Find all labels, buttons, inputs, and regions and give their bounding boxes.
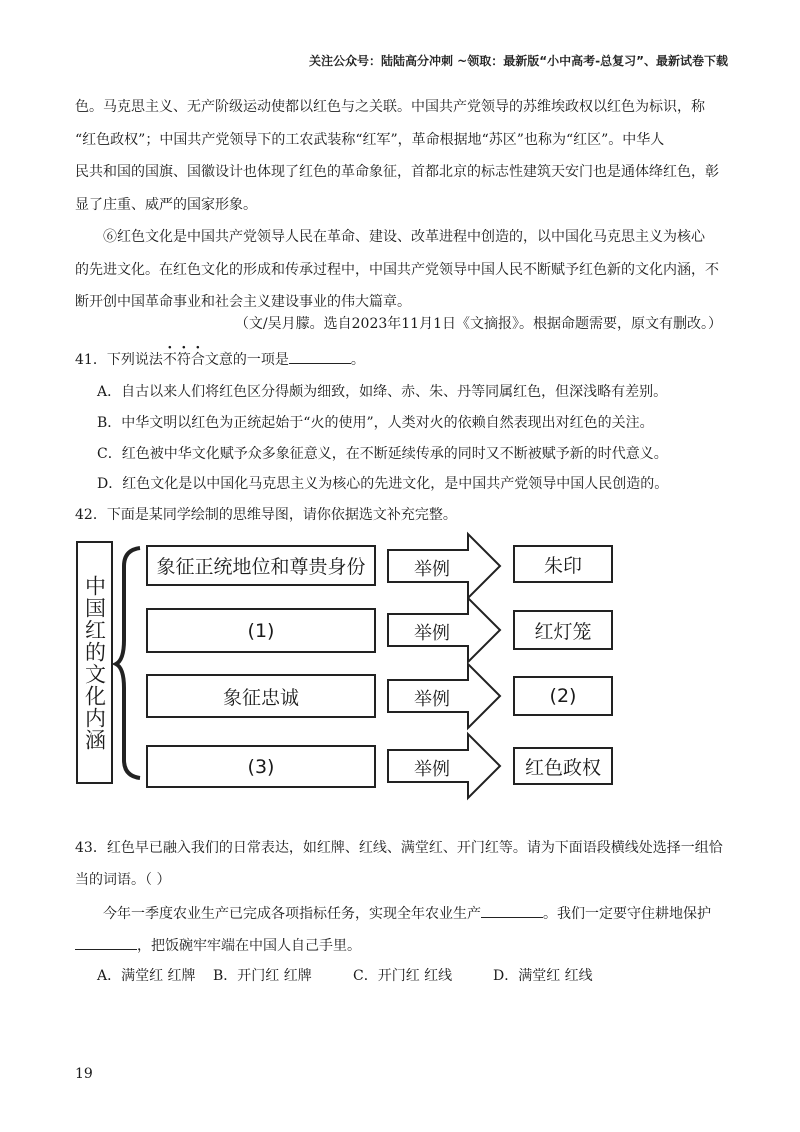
q43-option-c: C．开门红 红线 <box>353 968 453 984</box>
q43-stem-line-2: 当的词语。（ ） <box>75 872 171 888</box>
q41-number: 41． <box>75 352 107 368</box>
q42-stem: 42．下面是某同学绘制的思维导图，请你依据选文补充完整。 <box>75 507 457 523</box>
q41-stem-after: 文意的一项是 <box>204 352 289 368</box>
emphasis-char: 合 <box>190 352 205 368</box>
page-header: 关注公众号：陆陆高分冲刺 ~领取：最新版“小中高考-总复习”、最新试卷下载 <box>309 54 728 68</box>
q41-option-c: C．红色被中华文化赋予众多象征意义，在不断延续传承的同时又不断被赋予新的时代意义。 <box>97 446 668 462</box>
arrow-label: 举例 <box>414 759 450 780</box>
meaning-box-2[interactable]: (1) <box>146 608 376 653</box>
q41-stem-end: 。 <box>350 352 365 368</box>
passage-line: 色。马克思主义、无产阶级运动使都以红色与之关联。中国共产党领导的苏维埃政权以红色为标识，称 <box>75 99 705 115</box>
passage-line: 民共和国的国旗、国徽设计也体现了红色的革命象征，首都北京的标志性建筑天安门也是通体绛红色，彰 <box>75 164 719 180</box>
q43-stem-line-1: 43．红色早已融入我们的日常表达，如红牌、红线、满堂红、开门红等。请为下面语段横线处选择一组恰 <box>75 840 723 856</box>
passage-line: 的先进文化。在红色文化的形成和传承过程中，中国共产党领导中国人民不断赋予红色新的文化内涵，不 <box>75 261 719 278</box>
answer-blank[interactable] <box>75 935 137 950</box>
q43-option-d: D．满堂红 红线 <box>493 968 593 984</box>
passage-line: 断开创中国革命事业和社会主义建设事业的伟大篇章。 <box>75 294 411 310</box>
q43-option-b: B．开门红 红牌 <box>213 968 312 984</box>
emphasis-char: 不 <box>162 352 177 368</box>
meaning-box-4[interactable]: (3) <box>146 745 376 788</box>
emphasis-char: 符 <box>176 352 191 368</box>
q43-text-c: ，把饭碗牢牢端在中国人自己手里。 <box>137 938 361 954</box>
example-box-4: 红色政权 <box>513 747 613 785</box>
meaning-box-3: 象征忠诚 <box>146 674 376 718</box>
q43-text-line-1 <box>103 903 711 923</box>
q41-option-a: A．自古以来人们将红色区分得颇为细致，如绛、赤、朱、丹等同属红色，但深浅略有差别。 <box>97 384 668 400</box>
arrow-label: 举例 <box>414 689 450 710</box>
page-number: 19 <box>75 1066 93 1082</box>
q43-text-a: 今年一季度农业生产已完成各项指标任务，实现全年农业生产 <box>103 906 481 922</box>
example-box-1: 朱印 <box>513 545 613 583</box>
q43-text-b: 。我们一定要守住耕地保护 <box>543 906 711 922</box>
passage-line: “红色政权”；中国共产党领导下的工农武装称“红军”，革命根据地“苏区”也称为“红区”。中华人 <box>75 131 665 148</box>
passage-source: （文/吴月朦。选自2023年11月1日《文摘报》。根据命题需要，原文有删改。） <box>234 316 722 332</box>
brace-icon <box>116 548 140 778</box>
q43-text-line-2 <box>75 935 361 955</box>
passage-line: ⑥红色文化是中国共产党领导人民在革命、建设、改革进程中创造的，以中国化马克思主义为核心 <box>103 229 705 245</box>
q41-option-b: B．中华文明以红色为正统起始于“火的使用”，人类对火的依赖自然表现出对红色的关注。 <box>97 415 654 431</box>
example-box-2: 红灯笼 <box>513 610 613 650</box>
q41-stem-before: 下列说法 <box>106 352 163 368</box>
meaning-box-1: 象征正统地位和尊贵身份 <box>146 545 376 586</box>
answer-blank[interactable] <box>481 903 543 918</box>
example-box-3[interactable]: (2) <box>513 676 613 716</box>
passage-line: 显了庄重、威严的国家形象。 <box>75 196 257 213</box>
q41-option-d: D．红色文化是以中国化马克思主义为核心的先进文化，是中国共产党领导中国人民创造的。 <box>97 476 669 492</box>
q43-option-a: A．满堂红 红牌 <box>97 968 196 984</box>
mind-map-title-text: 中国红的文化内涵 <box>82 574 107 751</box>
arrow-label: 举例 <box>414 559 450 580</box>
arrow-label: 举例 <box>414 623 450 644</box>
